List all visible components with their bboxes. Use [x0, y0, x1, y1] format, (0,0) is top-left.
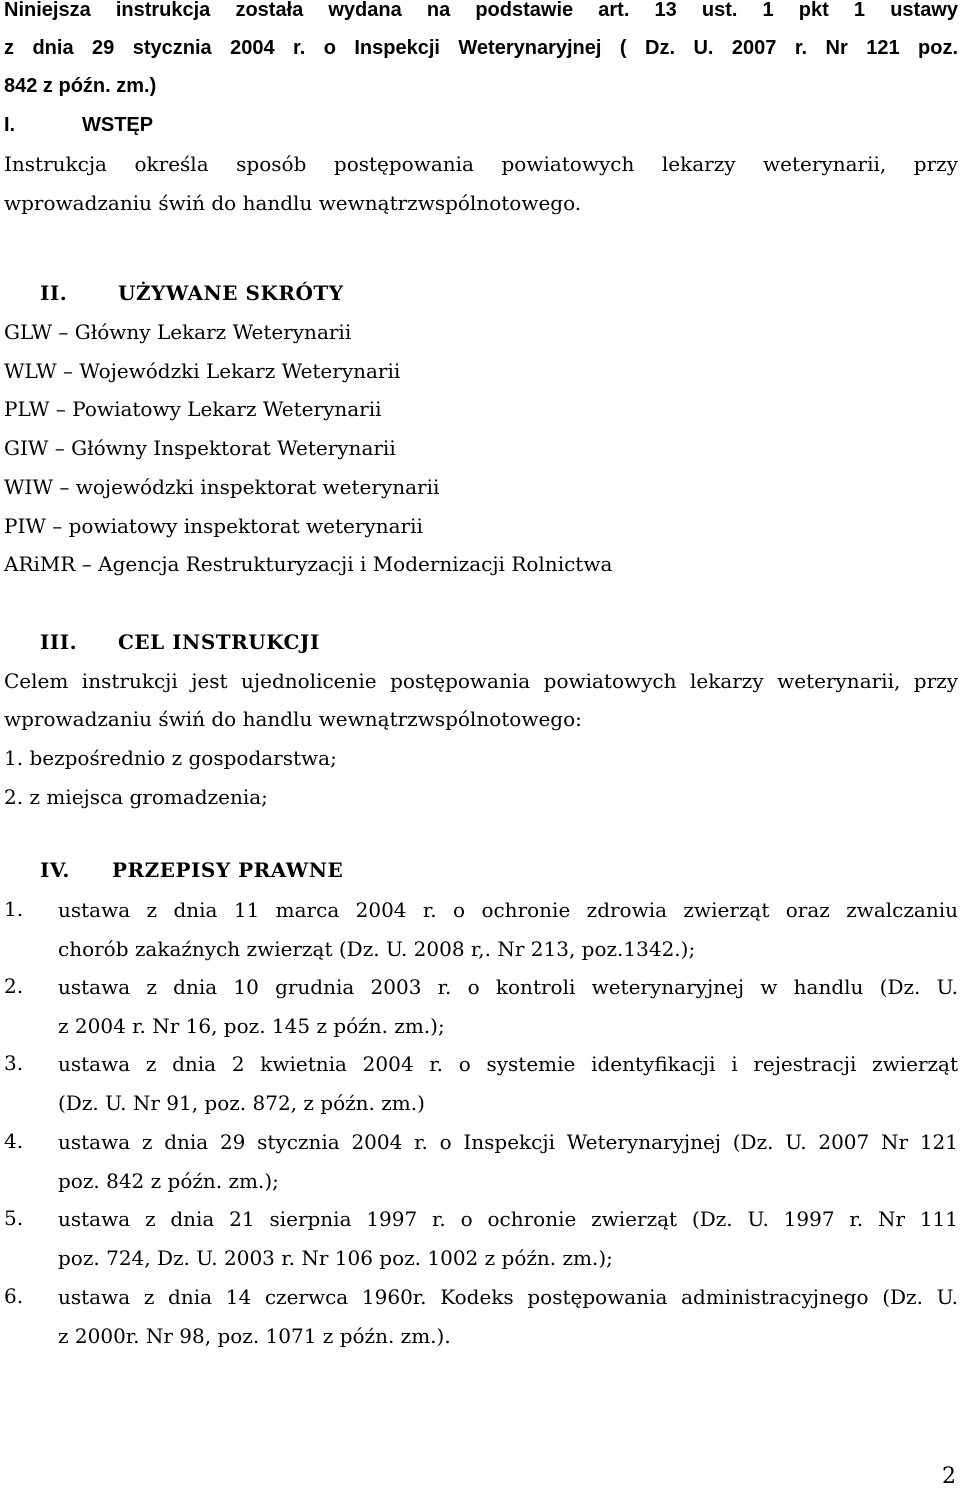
section-2-heading [40, 280, 344, 306]
law-item-line-2: chorób zakaźnych zwierząt (Dz. U. 2008 r,. Nr 213, poz.1342.); [58, 937, 696, 961]
abbreviation-item: PLW – Powiatowy Lekarz Weterynarii [4, 397, 382, 421]
section-2-title: UŻYWANE SKRÓTY [118, 281, 344, 305]
law-item-line-2: poz. 724, Dz. U. 2003 r. Nr 106 poz. 1002 z późn. zm.); [58, 1246, 613, 1270]
section-3-line-2: wprowadzaniu świń do handlu wewnątrzwspólnotowego: [4, 707, 582, 731]
section-1-line-2: wprowadzaniu świń do handlu wewnątrzwspólnotowego. [4, 191, 582, 215]
section-4-number: IV. [40, 858, 70, 882]
section-3-number: III. [40, 630, 78, 654]
law-item-number: 1. [4, 897, 24, 921]
intro-line-2: z dnia 29 stycznia 2004 r. o Inspekcji Weterynaryjnej ( Dz. U. 2007 r. Nr 121 poz. [4, 37, 958, 59]
purpose-item: 2. z miejsca gromadzenia; [4, 785, 268, 809]
section-4-heading [40, 857, 343, 883]
law-item-line-1: ustawa z dnia 10 grudnia 2003 r. o kontroli weterynaryjnej w handlu (Dz. U. [58, 975, 958, 999]
abbreviation-item: ARiMR – Agencja Restrukturyzacji i Modernizacji Rolnictwa [4, 552, 613, 576]
abbreviation-item: WLW – Wojewódzki Lekarz Weterynarii [4, 359, 401, 383]
section-2-number: II. [40, 281, 68, 305]
section-1-number: I. [4, 114, 16, 136]
section-4-title: PRZEPISY PRAWNE [112, 858, 344, 882]
law-item-line-1: ustawa z dnia 21 sierpnia 1997 r. o ochronie zwierząt (Dz. U. 1997 r. Nr 111 [58, 1207, 958, 1231]
section-3-heading [40, 629, 320, 655]
law-item-number: 2. [4, 974, 24, 998]
abbreviation-item: PIW – powiatowy inspektorat weterynarii [4, 514, 423, 538]
section-1-title: WSTĘP [82, 114, 154, 136]
section-1-heading [4, 112, 153, 138]
law-item-line-2: (Dz. U. Nr 91, poz. 872, z późn. zm.) [58, 1091, 425, 1115]
law-item-line-1: ustawa z dnia 29 stycznia 2004 r. o Inspekcji Weterynaryjnej (Dz. U. 2007 Nr 121 [58, 1130, 958, 1154]
intro-line-3: 842 z późn. zm.) [4, 75, 157, 97]
law-item-number: 4. [4, 1129, 24, 1153]
abbreviation-item: GLW – Główny Lekarz Weterynarii [4, 320, 352, 344]
purpose-item: 1. bezpośrednio z gospodarstwa; [4, 746, 337, 770]
law-item-line-1: ustawa z dnia 14 czerwca 1960r. Kodeks postępowania administracyjnego (Dz. U. [58, 1285, 958, 1309]
abbreviation-item: WIW – wojewódzki inspektorat weterynarii [4, 475, 440, 499]
law-item-number: 6. [4, 1284, 24, 1308]
section-1-line-1: Instrukcja określa sposób postępowania powiatowych lekarzy weterynarii, przy [4, 152, 958, 176]
law-item-line-2: z 2000r. Nr 98, poz. 1071 z późn. zm.). [58, 1324, 451, 1348]
law-item-line-2: poz. 842 z późn. zm.); [58, 1169, 279, 1193]
section-3-title: CEL INSTRUKCJI [118, 630, 320, 654]
law-item-line-1: ustawa z dnia 2 kwietnia 2004 r. o systemie identyfikacji i rejestracji zwierząt [58, 1052, 958, 1076]
abbreviation-item: GIW – Główny Inspektorat Weterynarii [4, 436, 396, 460]
law-item-number: 5. [4, 1206, 24, 1230]
page-number: 2 [942, 1464, 956, 1489]
law-item-line-2: z 2004 r. Nr 16, poz. 145 z późn. zm.); [58, 1014, 445, 1038]
intro-line-1: Niniejsza instrukcja została wydana na podstawie art. 13 ust. 1 pkt 1 ustawy [4, 0, 958, 21]
section-3-line-1: Celem instrukcji jest ujednolicenie postępowania powiatowych lekarzy weterynarii, przy [4, 669, 958, 693]
law-item-number: 3. [4, 1051, 24, 1075]
law-item-line-1: ustawa z dnia 11 marca 2004 r. o ochronie zdrowia zwierząt oraz zwalczaniu [58, 898, 958, 922]
